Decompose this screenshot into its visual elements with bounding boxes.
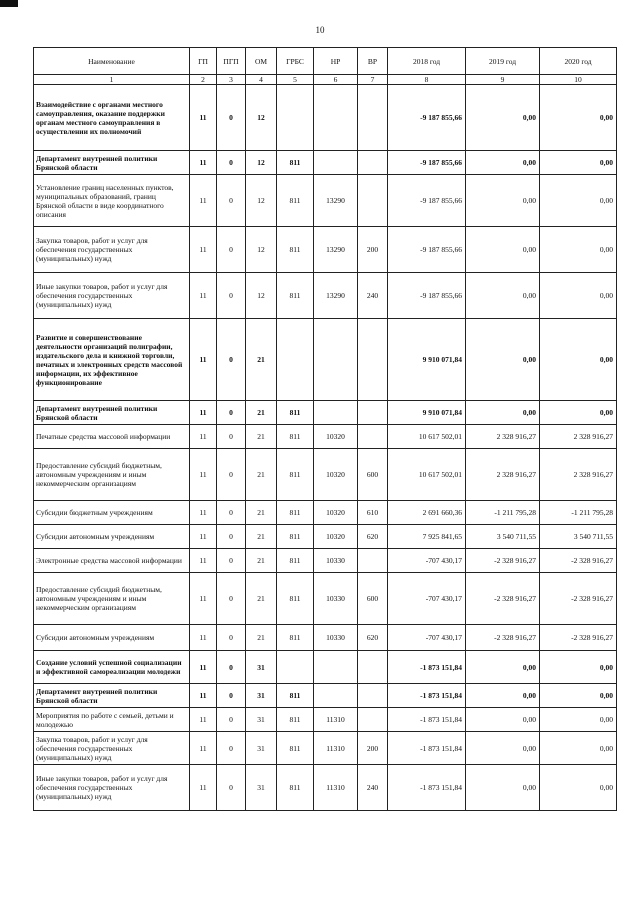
header-cell: 2019 год — [466, 48, 540, 75]
pgp-cell: 0 — [217, 732, 246, 765]
amount-2019-cell: 0,00 — [466, 732, 540, 765]
amount-2020-cell: -2 328 916,27 — [540, 549, 617, 573]
grbs-cell — [277, 85, 314, 151]
amount-2019-cell: 0,00 — [466, 401, 540, 425]
index-cell: 2 — [190, 75, 217, 85]
amount-2019-cell: 0,00 — [466, 273, 540, 319]
amount-2018-cell: -707 430,17 — [388, 549, 466, 573]
vr-cell — [358, 549, 388, 573]
grbs-cell: 811 — [277, 175, 314, 227]
vr-cell — [358, 425, 388, 449]
grbs-cell: 811 — [277, 525, 314, 549]
header-cell: ВР — [358, 48, 388, 75]
om-cell: 21 — [246, 319, 277, 401]
grbs-cell: 811 — [277, 684, 314, 708]
amount-2018-cell: -1 873 151,84 — [388, 651, 466, 684]
vr-cell: 600 — [358, 573, 388, 625]
om-cell: 12 — [246, 85, 277, 151]
gp-cell: 11 — [190, 85, 217, 151]
om-cell: 12 — [246, 175, 277, 227]
vr-cell: 200 — [358, 227, 388, 273]
table-row — [34, 573, 617, 625]
gp-cell: 11 — [190, 401, 217, 425]
nr-cell: 13290 — [314, 227, 358, 273]
nr-cell: 10330 — [314, 573, 358, 625]
row-name: Электронные средства массовой информации — [34, 549, 190, 573]
amount-2019-cell: 2 328 916,27 — [466, 425, 540, 449]
amount-2018-cell: -1 873 151,84 — [388, 732, 466, 765]
row-name: Департамент внутренней политики Брянской области — [34, 684, 190, 708]
amount-2018-cell: -9 187 855,66 — [388, 175, 466, 227]
om-cell: 31 — [246, 684, 277, 708]
gp-cell: 11 — [190, 525, 217, 549]
table-row — [34, 319, 617, 401]
table-row — [34, 227, 617, 273]
vr-cell — [358, 651, 388, 684]
gp-cell: 11 — [190, 501, 217, 525]
row-name: Субсидии автономным учреждениям — [34, 625, 190, 651]
grbs-cell — [277, 651, 314, 684]
gp-cell: 11 — [190, 625, 217, 651]
index-cell: 9 — [466, 75, 540, 85]
pgp-cell: 0 — [217, 525, 246, 549]
amount-2018-cell: -707 430,17 — [388, 625, 466, 651]
amount-2018-cell: 9 910 071,84 — [388, 401, 466, 425]
nr-cell: 13290 — [314, 175, 358, 227]
amount-2019-cell: -1 211 795,28 — [466, 501, 540, 525]
nr-cell — [314, 651, 358, 684]
nr-cell: 10320 — [314, 425, 358, 449]
pgp-cell: 0 — [217, 765, 246, 811]
amount-2020-cell: 0,00 — [540, 151, 617, 175]
row-name: Иные закупки товаров, работ и услуг для обеспечения государственных (муниципальных) нужд — [34, 273, 190, 319]
vr-cell: 200 — [358, 732, 388, 765]
row-name: Департамент внутренней политики Брянской области — [34, 151, 190, 175]
header-cell: ПГП — [217, 48, 246, 75]
om-cell: 21 — [246, 549, 277, 573]
column-index-row — [34, 75, 617, 85]
nr-cell: 11310 — [314, 765, 358, 811]
nr-cell: 10320 — [314, 525, 358, 549]
amount-2020-cell: -1 211 795,28 — [540, 501, 617, 525]
nr-cell — [314, 319, 358, 401]
row-name: Субсидии автономным учреждениям — [34, 525, 190, 549]
row-name: Закупка товаров, работ и услуг для обеспечения государственных (муниципальных) нужд — [34, 227, 190, 273]
index-cell: 3 — [217, 75, 246, 85]
amount-2019-cell: 0,00 — [466, 708, 540, 732]
amount-2019-cell: 2 328 916,27 — [466, 449, 540, 501]
amount-2018-cell: -1 873 151,84 — [388, 708, 466, 732]
amount-2020-cell: 0,00 — [540, 175, 617, 227]
om-cell: 21 — [246, 625, 277, 651]
nr-cell: 13290 — [314, 273, 358, 319]
index-cell: 5 — [277, 75, 314, 85]
amount-2020-cell: 0,00 — [540, 765, 617, 811]
gp-cell: 11 — [190, 765, 217, 811]
header-cell: ОМ — [246, 48, 277, 75]
nr-cell — [314, 151, 358, 175]
vr-cell — [358, 175, 388, 227]
grbs-cell: 811 — [277, 449, 314, 501]
header-row — [34, 48, 617, 75]
index-cell: 7 — [358, 75, 388, 85]
grbs-cell: 811 — [277, 425, 314, 449]
row-name: Взаимодействие с органами местного самоуправления, оказание поддержки органам местного самоуправления в осуществлении их полномочий — [34, 85, 190, 151]
index-cell: 8 — [388, 75, 466, 85]
header-cell: Наименование — [34, 48, 190, 75]
amount-2020-cell: 0,00 — [540, 273, 617, 319]
nr-cell: 10320 — [314, 449, 358, 501]
amount-2019-cell: 0,00 — [466, 765, 540, 811]
pgp-cell: 0 — [217, 273, 246, 319]
header-cell: НР — [314, 48, 358, 75]
amount-2018-cell: 9 910 071,84 — [388, 319, 466, 401]
amount-2020-cell: 0,00 — [540, 651, 617, 684]
om-cell: 31 — [246, 732, 277, 765]
table-row — [34, 684, 617, 708]
amount-2018-cell: -1 873 151,84 — [388, 684, 466, 708]
amount-2018-cell: 7 925 841,65 — [388, 525, 466, 549]
nr-cell: 10320 — [314, 501, 358, 525]
row-name: Закупка товаров, работ и услуг для обеспечения государственных (муниципальных) нужд — [34, 732, 190, 765]
pgp-cell: 0 — [217, 625, 246, 651]
amount-2018-cell: -9 187 855,66 — [388, 273, 466, 319]
amount-2019-cell: 0,00 — [466, 684, 540, 708]
pgp-cell: 0 — [217, 401, 246, 425]
amount-2020-cell: 0,00 — [540, 85, 617, 151]
gp-cell: 11 — [190, 319, 217, 401]
amount-2019-cell: 0,00 — [466, 85, 540, 151]
grbs-cell: 811 — [277, 708, 314, 732]
grbs-cell: 811 — [277, 227, 314, 273]
amount-2019-cell: -2 328 916,27 — [466, 549, 540, 573]
table-row — [34, 549, 617, 573]
amount-2018-cell: -9 187 855,66 — [388, 151, 466, 175]
vr-cell: 620 — [358, 625, 388, 651]
index-cell: 6 — [314, 75, 358, 85]
table-row — [34, 401, 617, 425]
amount-2019-cell: 3 540 711,55 — [466, 525, 540, 549]
vr-cell — [358, 708, 388, 732]
amount-2020-cell: 0,00 — [540, 708, 617, 732]
nr-cell: 10330 — [314, 625, 358, 651]
grbs-cell: 811 — [277, 151, 314, 175]
pgp-cell: 0 — [217, 151, 246, 175]
header-cell: ГРБС — [277, 48, 314, 75]
table-row — [34, 449, 617, 501]
gp-cell: 11 — [190, 175, 217, 227]
grbs-cell: 811 — [277, 501, 314, 525]
row-name: Предоставление субсидий бюджетным, автономным учреждениям и иным некоммерческим организациям — [34, 573, 190, 625]
vr-cell: 610 — [358, 501, 388, 525]
table-row — [34, 85, 617, 151]
pgp-cell: 0 — [217, 85, 246, 151]
pgp-cell: 0 — [217, 549, 246, 573]
pgp-cell: 0 — [217, 573, 246, 625]
pgp-cell: 0 — [217, 425, 246, 449]
gp-cell: 11 — [190, 684, 217, 708]
om-cell: 31 — [246, 708, 277, 732]
vr-cell — [358, 151, 388, 175]
row-name: Субсидии бюджетным учреждениям — [34, 501, 190, 525]
amount-2020-cell: 0,00 — [540, 319, 617, 401]
table-row — [34, 651, 617, 684]
gp-cell: 11 — [190, 273, 217, 319]
grbs-cell: 811 — [277, 401, 314, 425]
om-cell: 21 — [246, 401, 277, 425]
nr-cell — [314, 85, 358, 151]
gp-cell: 11 — [190, 425, 217, 449]
header-cell: 2018 год — [388, 48, 466, 75]
amount-2020-cell: 3 540 711,55 — [540, 525, 617, 549]
table-row — [34, 525, 617, 549]
vr-cell: 240 — [358, 273, 388, 319]
page-number: 10 — [315, 25, 325, 35]
amount-2019-cell: 0,00 — [466, 175, 540, 227]
amount-2018-cell: -1 873 151,84 — [388, 765, 466, 811]
amount-2018-cell: -9 187 855,66 — [388, 85, 466, 151]
grbs-cell: 811 — [277, 549, 314, 573]
gp-cell: 11 — [190, 708, 217, 732]
scan-edge-mark — [0, 0, 18, 7]
amount-2020-cell: 0,00 — [540, 684, 617, 708]
table-row — [34, 151, 617, 175]
om-cell: 21 — [246, 425, 277, 449]
table-row — [34, 732, 617, 765]
amount-2019-cell: 0,00 — [466, 319, 540, 401]
pgp-cell: 0 — [217, 708, 246, 732]
row-name: Развитие и совершенствование деятельности организаций полиграфии, издательского дела и книжной торговли, печатных и электронных средств массовой информации, их эффективное функционирование — [34, 319, 190, 401]
index-cell: 1 — [34, 75, 190, 85]
gp-cell: 11 — [190, 549, 217, 573]
amount-2020-cell: 2 328 916,27 — [540, 449, 617, 501]
amount-2020-cell: -2 328 916,27 — [540, 573, 617, 625]
om-cell: 12 — [246, 227, 277, 273]
om-cell: 21 — [246, 573, 277, 625]
table-row — [34, 501, 617, 525]
pgp-cell: 0 — [217, 651, 246, 684]
gp-cell: 11 — [190, 732, 217, 765]
table-row — [34, 765, 617, 811]
nr-cell — [314, 684, 358, 708]
amount-2020-cell: 0,00 — [540, 401, 617, 425]
gp-cell: 11 — [190, 651, 217, 684]
table-row — [34, 175, 617, 227]
vr-cell: 600 — [358, 449, 388, 501]
row-name: Иные закупки товаров, работ и услуг для обеспечения государственных (муниципальных) нужд — [34, 765, 190, 811]
amount-2019-cell: 0,00 — [466, 151, 540, 175]
amount-2018-cell: 10 617 502,01 — [388, 425, 466, 449]
vr-cell — [358, 684, 388, 708]
amount-2018-cell: 10 617 502,01 — [388, 449, 466, 501]
om-cell: 12 — [246, 273, 277, 319]
amount-2020-cell: 2 328 916,27 — [540, 425, 617, 449]
gp-cell: 11 — [190, 573, 217, 625]
table-row — [34, 273, 617, 319]
om-cell: 21 — [246, 525, 277, 549]
vr-cell — [358, 401, 388, 425]
om-cell: 21 — [246, 449, 277, 501]
gp-cell: 11 — [190, 227, 217, 273]
grbs-cell: 811 — [277, 573, 314, 625]
row-name: Мероприятия по работе с семьей, детьми и молодежью — [34, 708, 190, 732]
table-row — [34, 708, 617, 732]
nr-cell — [314, 401, 358, 425]
vr-cell — [358, 85, 388, 151]
amount-2019-cell: -2 328 916,27 — [466, 625, 540, 651]
grbs-cell: 811 — [277, 732, 314, 765]
nr-cell: 11310 — [314, 732, 358, 765]
vr-cell — [358, 319, 388, 401]
grbs-cell: 811 — [277, 765, 314, 811]
grbs-cell: 811 — [277, 273, 314, 319]
amount-2019-cell: -2 328 916,27 — [466, 573, 540, 625]
header-cell: ГП — [190, 48, 217, 75]
vr-cell: 620 — [358, 525, 388, 549]
pgp-cell: 0 — [217, 227, 246, 273]
index-cell: 4 — [246, 75, 277, 85]
amount-2020-cell: 0,00 — [540, 732, 617, 765]
budget-table — [33, 47, 617, 811]
pgp-cell: 0 — [217, 319, 246, 401]
header-cell: 2020 год — [540, 48, 617, 75]
row-name: Департамент внутренней политики Брянской области — [34, 401, 190, 425]
row-name: Предоставление субсидий бюджетным, автономным учреждениям и иным некоммерческим организациям — [34, 449, 190, 501]
table-row — [34, 625, 617, 651]
pgp-cell: 0 — [217, 684, 246, 708]
vr-cell: 240 — [358, 765, 388, 811]
om-cell: 31 — [246, 765, 277, 811]
amount-2019-cell: 0,00 — [466, 227, 540, 273]
om-cell: 31 — [246, 651, 277, 684]
pgp-cell: 0 — [217, 501, 246, 525]
amount-2018-cell: -707 430,17 — [388, 573, 466, 625]
row-name: Печатные средства массовой информации — [34, 425, 190, 449]
gp-cell: 11 — [190, 151, 217, 175]
amount-2018-cell: -9 187 855,66 — [388, 227, 466, 273]
row-name: Установление границ населенных пунктов, муниципальных образований, границ Брянской области в виде координатного описания — [34, 175, 190, 227]
om-cell: 21 — [246, 501, 277, 525]
pgp-cell: 0 — [217, 449, 246, 501]
row-name: Создание условий успешной социализации и эффективной самореализации молодежи — [34, 651, 190, 684]
grbs-cell — [277, 319, 314, 401]
amount-2020-cell: 0,00 — [540, 227, 617, 273]
index-cell: 10 — [540, 75, 617, 85]
amount-2018-cell: 2 691 660,36 — [388, 501, 466, 525]
nr-cell: 11310 — [314, 708, 358, 732]
om-cell: 12 — [246, 151, 277, 175]
pgp-cell: 0 — [217, 175, 246, 227]
table-row — [34, 425, 617, 449]
gp-cell: 11 — [190, 449, 217, 501]
amount-2019-cell: 0,00 — [466, 651, 540, 684]
amount-2020-cell: -2 328 916,27 — [540, 625, 617, 651]
grbs-cell: 811 — [277, 625, 314, 651]
nr-cell: 10330 — [314, 549, 358, 573]
